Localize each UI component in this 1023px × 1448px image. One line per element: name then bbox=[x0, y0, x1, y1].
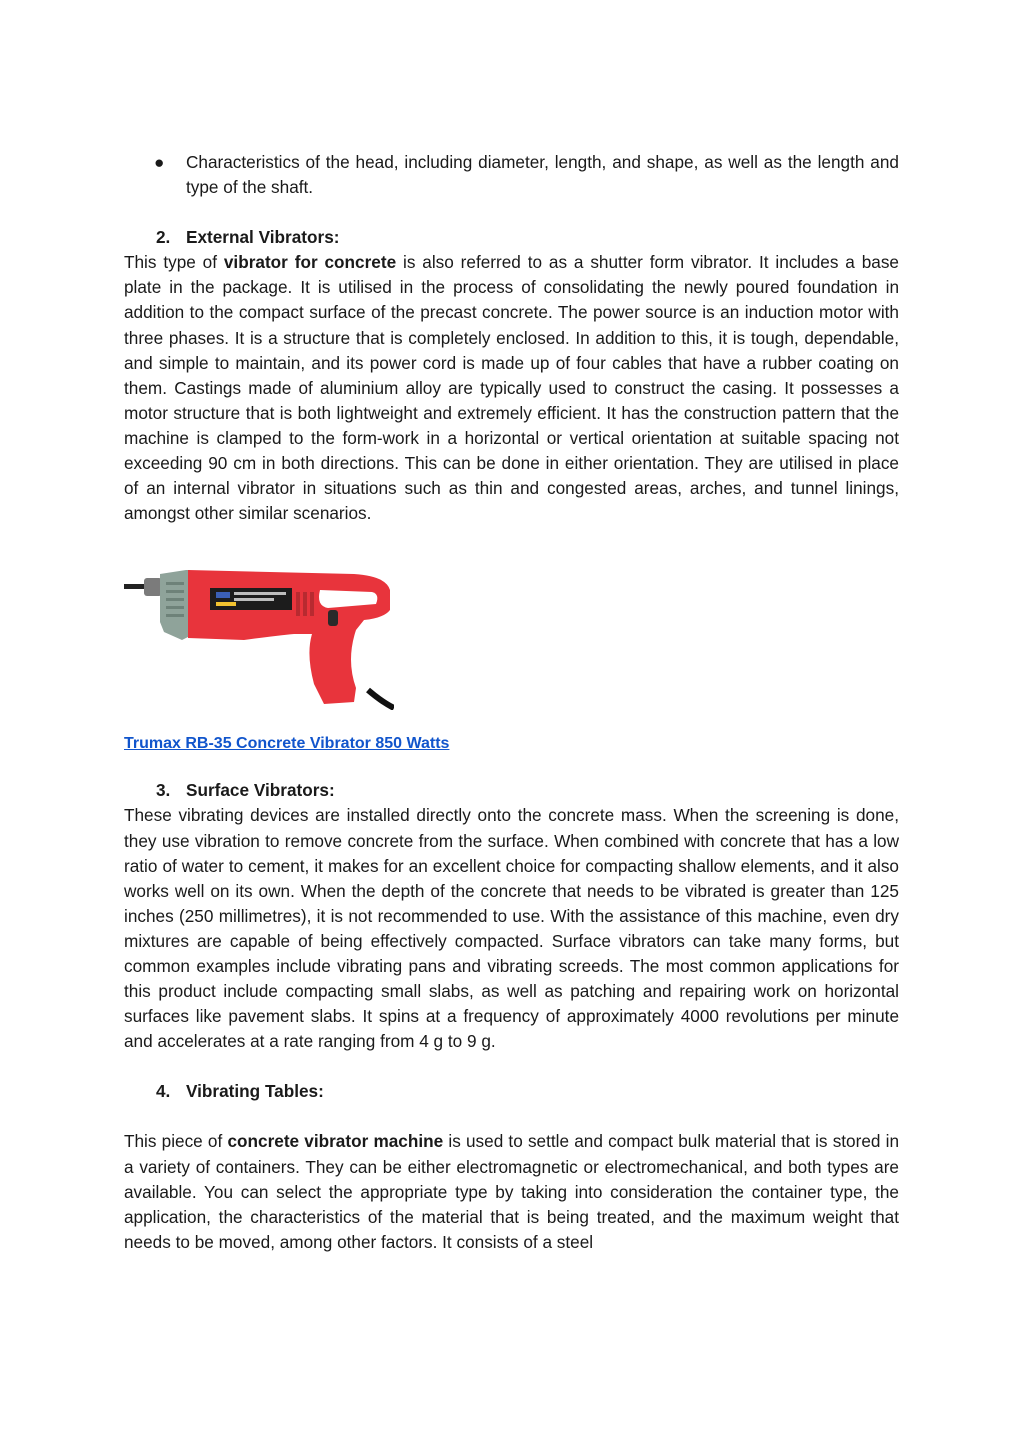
paragraph-text: is used to settle and compact bulk material that is stored in a variety of containers. They can be either electromagnetic or electromechanical, and both types are available. You can select the appropriate type by taking into consideration the container type, the application, the characteristics of the material that is being treated, and the maximum weight that needs to be moved, among other factors. It consists of a steel bbox=[124, 1131, 900, 1252]
section-paragraph-vibrating-tables bbox=[124, 1129, 899, 1254]
section-title: Surface Vibrators: bbox=[186, 780, 335, 801]
product-link[interactable]: Trumax RB-35 Concrete Vibrator 850 Watts bbox=[124, 735, 450, 753]
section-paragraph-external-vibrators bbox=[124, 250, 899, 526]
paragraph-text: This piece of bbox=[124, 1131, 228, 1152]
bold-keyword: concrete vibrator machine bbox=[227, 1131, 444, 1152]
bold-keyword: vibrator for concrete bbox=[223, 252, 397, 273]
bullet-item bbox=[124, 150, 899, 200]
section-title: External Vibrators: bbox=[186, 227, 340, 248]
section-number: 4. bbox=[156, 1081, 171, 1102]
section-heading-surface-vibrators bbox=[124, 778, 899, 803]
concrete-vibrator-illustration bbox=[124, 570, 394, 710]
concrete-vibrator-image bbox=[124, 570, 394, 710]
section-heading-vibrating-tables bbox=[124, 1079, 899, 1104]
section-number: 3. bbox=[156, 780, 171, 801]
section-paragraph-surface-vibrators: These vibrating devices are installed directly onto the concrete mass. When the screening is done, they use vibration to remove concrete from the surface. When combined with concrete that has a low ratio of water to cement, it makes for an excellent choice for compacting shallow elements, and it also works well on its own. When the depth of the concrete that needs to be vibrated is greater than 125 inches (250 millimetres), it is not recommended to use. With the assistance of this machine, even dry mixtures are capable of being effectively compacted. Surface vibrators can take many forms, but common examples include vibrating pans and vibrating screeds. The most common applications for this product include compacting small slabs, as well as patching and repairing work on horizontal surfaces like pavement slabs. It spins at a frequency of approximately 4000 revolutions per minute and accelerates at a rate ranging from 4 g to 9 g. bbox=[124, 805, 899, 1052]
document-page bbox=[124, 150, 899, 1255]
bullet-marker: ● bbox=[154, 152, 165, 172]
paragraph-text: is also referred to as a shutter form vibrator. It includes a base plate in the package. It is utilised in the process of consolidating the newly poured foundation in addition to the compact surface of the precast concrete. The power source is an induction motor with three phases. It is a structure that is completely enclosed. In addition to this, it is tough, dependable, and simple to maintain, and its power cord is made up of four cables that have a rubber coating on them. Castings made of aluminium alloy are typically used to construct the casing. It possesses a motor structure that is both lightweight and extremely efficient. It has the construction pattern that the machine is clamped to the form-work in a horizontal or vertical orientation at suitable spacing not exceeding 90 cm in both directions. This can be done in either orientation. They are utilised in place of an internal vibrator in situations such as thin and congested areas, arches, and tunnel linings, amongst other similar scenarios. bbox=[124, 252, 899, 524]
section-title: Vibrating Tables: bbox=[186, 1081, 324, 1102]
section-heading-external-vibrators bbox=[124, 225, 899, 250]
bullet-text: Characteristics of the head, including diameter, length, and shape, as well as the length and type of the shaft. bbox=[186, 152, 899, 198]
section-number: 2. bbox=[156, 227, 171, 248]
paragraph-text: This type of bbox=[124, 252, 224, 273]
